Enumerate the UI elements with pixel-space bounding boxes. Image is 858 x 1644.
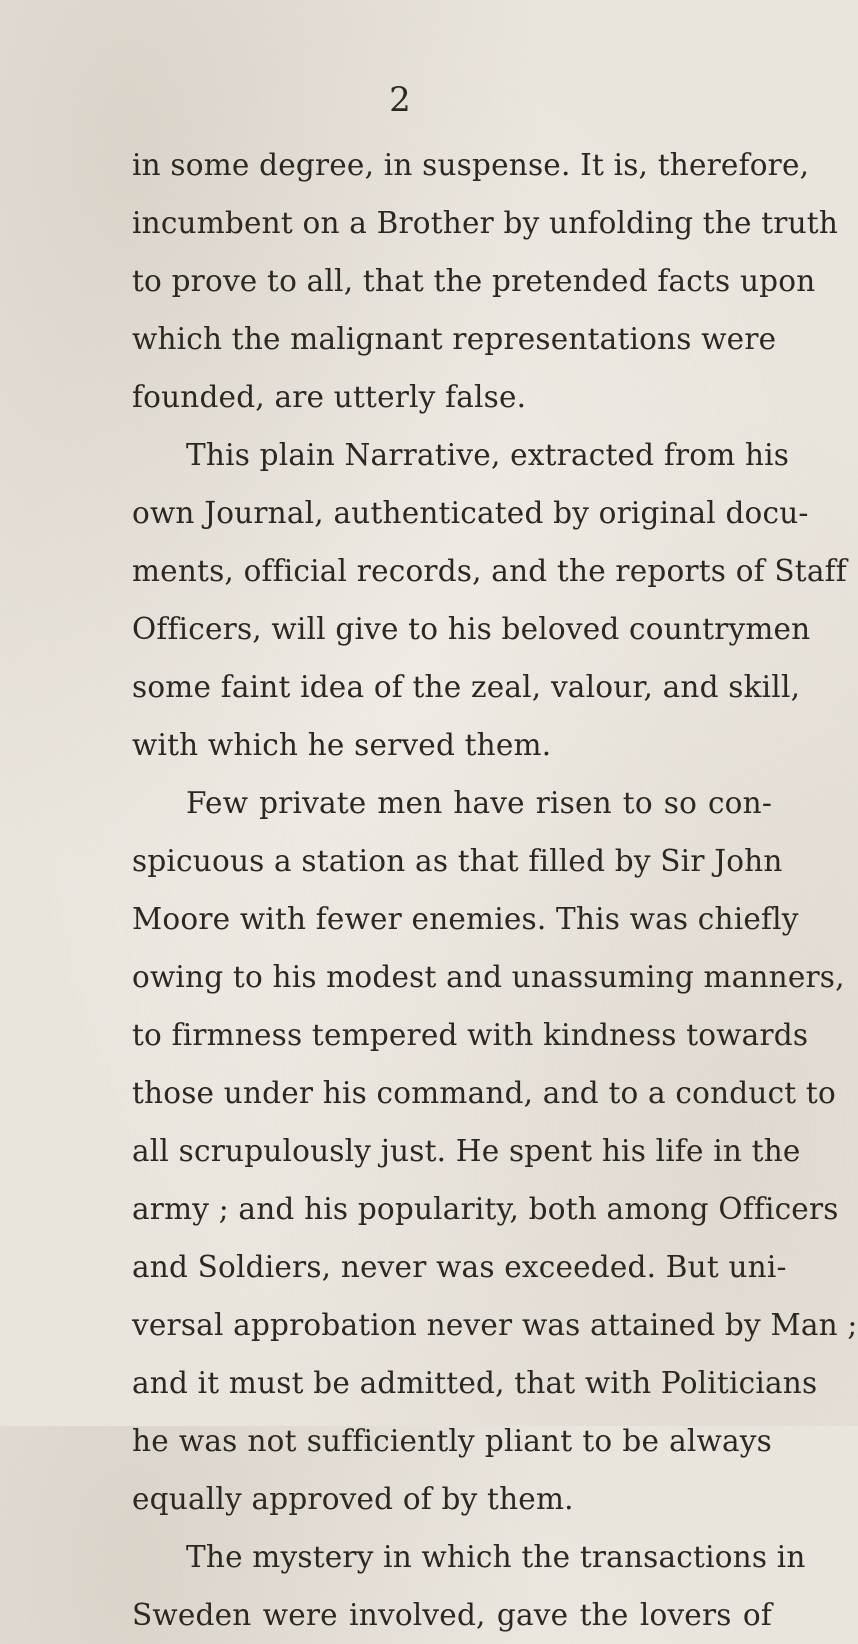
- text-line: spicuous a station as that filled by Sir John: [132, 844, 783, 878]
- text-line: ments, official records, and the reports of Staff: [132, 554, 847, 588]
- text-line: and Soldiers, never was exceeded. But uni-: [132, 1250, 787, 1284]
- text-line: versal approbation never was attained by Man ;: [132, 1308, 858, 1342]
- text-line: Sweden were involved, gave the lovers of: [132, 1598, 772, 1632]
- text-line: founded, are utterly false.: [132, 380, 527, 414]
- text-line: some faint idea of the zeal, valour, and skill,: [132, 670, 801, 704]
- text-line: to prove to all, that the pretended facts upon: [132, 264, 816, 298]
- text-line: and it must be admitted, that with Politicians: [132, 1366, 818, 1400]
- page-number: 2: [389, 80, 411, 120]
- text-line: equally approved of by them.: [132, 1482, 574, 1516]
- text-line: owing to his modest and unassuming manners,: [132, 960, 845, 994]
- text-line: Officers, will give to his beloved countrymen: [132, 612, 811, 646]
- text-line: which the malignant representations were: [132, 322, 777, 356]
- text-line: to firmness tempered with kindness towards: [132, 1018, 809, 1052]
- text-line: he was not sufficiently pliant to be always: [132, 1424, 772, 1458]
- text-line: incumbent on a Brother by unfolding the truth: [132, 206, 839, 240]
- text-line: own Journal, authenticated by original docu-: [132, 496, 809, 530]
- text-line: Moore with fewer enemies. This was chiefly: [132, 902, 799, 936]
- body-text: [132, 136, 858, 1644]
- text-line: all scrupulously just. He spent his life in the: [132, 1134, 801, 1168]
- text-line: The mystery in which the transactions in: [186, 1540, 806, 1574]
- text-line: those under his command, and to a conduct to: [132, 1076, 836, 1110]
- text-line: This plain Narrative, extracted from his: [186, 438, 790, 472]
- text-line: with which he served them.: [132, 728, 552, 762]
- text-line: army ; and his popularity, both among Officers: [132, 1192, 839, 1226]
- text-line: in some degree, in suspense. It is, therefore,: [132, 148, 810, 182]
- text-line: Few private men have risen to so con-: [186, 786, 772, 820]
